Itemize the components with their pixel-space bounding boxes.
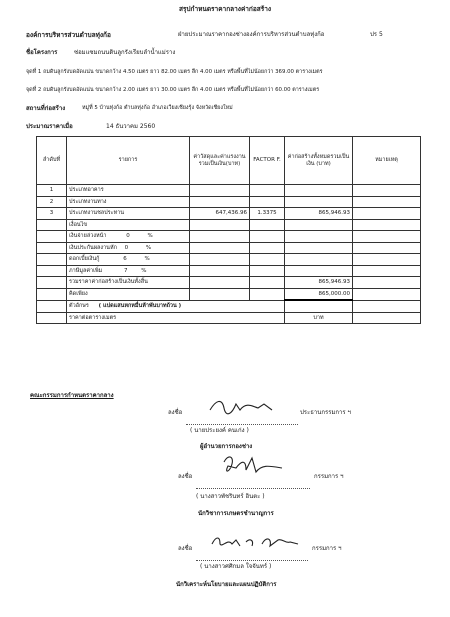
project-location: หมู่ที่ 5 บ้านทุ่งก้อ ตำบลทุ่งก้อ อำเภอเวียงเชียงรุ้ง จังหวัดเชียงใหม่ xyxy=(82,105,233,111)
table-row xyxy=(37,208,421,220)
cost-summary-table xyxy=(36,136,421,324)
letters-label: ตัวอักษร xyxy=(69,302,89,309)
condition-value: 0 xyxy=(126,233,130,240)
date-label: ประมาณราคาเมื่อ xyxy=(26,123,73,130)
condition-value: 7 xyxy=(123,267,128,274)
letters-value: ( แปดแสนหกหมื่นห้าพันบาทถ้วน ) xyxy=(98,302,182,309)
table-header-row xyxy=(37,137,421,185)
condition-value: 0 xyxy=(124,244,129,251)
member-name: ( นายประยงค์ คนเก่ง ) xyxy=(190,427,249,434)
row-no: 1 xyxy=(37,185,67,197)
summary-label: รวมราคาค่าก่อสร้างเป็นเงินทั้งสิ้น xyxy=(67,277,190,289)
org-label: องค์การบริหารส่วนตำบลทุ่งก้อ xyxy=(26,31,111,39)
member-role: กรรมการ ฯ xyxy=(314,473,344,480)
project-name: ซ่อมแซมถนนดินลูกรังเรียบลำน้ำแม่ราง xyxy=(74,49,176,56)
row-total: 865,946.93 xyxy=(285,208,353,220)
row-cost xyxy=(190,185,250,197)
summary-row xyxy=(37,277,421,289)
member-role: ประธานกรรมการ ฯ xyxy=(300,409,351,416)
condition-unit: % xyxy=(144,256,150,263)
row-cost: 647,436.96 xyxy=(190,208,250,220)
unit-price-unit: บาท xyxy=(285,312,353,324)
condition-unit: % xyxy=(147,233,153,240)
row-factor xyxy=(250,196,285,208)
row-no: 2 xyxy=(37,196,67,208)
condition-row xyxy=(37,265,421,277)
row-total xyxy=(285,196,353,208)
condition-label: ดอกเบี้ยเงินกู้ xyxy=(69,256,100,263)
sign-label: ลงชื่อ xyxy=(178,545,193,552)
row-factor xyxy=(250,185,285,197)
member-position: ผู้อำนวยการกองช่าง xyxy=(200,443,253,450)
header-factor: FACTOR F. xyxy=(250,137,285,185)
summary-value: 865,946.93 xyxy=(285,277,353,289)
member-name: ( นางสาวศศิกมล ใจจันทร์ ) xyxy=(200,563,272,570)
member-position: นักวิชาการเกษตรชำนาญการ xyxy=(198,510,274,517)
row-item: ประเภทงานทาง xyxy=(67,196,190,208)
sign-label: ลงชื่อ xyxy=(178,473,193,480)
sign-label: ลงชื่อ xyxy=(168,409,183,416)
location-label: สถานที่ก่อสร้าง xyxy=(26,105,66,112)
row-total xyxy=(285,185,353,197)
member-name: ( นางสาวพัชรินทร์ อินตะ ) xyxy=(196,493,265,500)
rounded-label: คิดเพียง xyxy=(67,288,190,300)
rounded-row xyxy=(37,288,421,300)
project-name-label: ชื่อโครงการ xyxy=(26,49,58,56)
unit-price-row xyxy=(37,312,421,324)
row-note xyxy=(353,185,421,197)
unit-price-label: ราคาต่อตารางเมตร xyxy=(69,314,117,321)
condition-label: ภาษีมูลค่าเพิ่ม xyxy=(69,267,103,274)
conditions-row xyxy=(37,219,421,231)
conditions-label: เงื่อนไข xyxy=(67,219,190,231)
condition-value: 6 xyxy=(123,256,127,263)
project-point-1: จุดที่ 1 ถมดินลูกรังบดอัดแน่น ขนาดกว้าง 4.50 เมตร ยาว 82.00 เมตร ลึก 4.00 เมตร หรือพื้นที่ไม่น้อยกว่า 369.00 ตารางเมตร xyxy=(26,69,323,75)
member-role: กรรมการ ฯ xyxy=(312,545,342,552)
condition-row xyxy=(37,254,421,266)
document-title: สรุปกำหนดราคากลางค่าก่อสร้าง xyxy=(178,5,272,13)
department-label: ฝ่ายประมาณราคากองช่างองค์การบริหารส่วนตำบลทุ่งก้อ xyxy=(178,31,325,38)
condition-unit: % xyxy=(145,244,152,251)
estimate-date: 14 ธันวาคม 2560 xyxy=(106,123,156,130)
committee-heading: คณะกรรมการกำหนดราคากลาง xyxy=(30,392,114,399)
row-item: ประเภทอาคาร xyxy=(67,185,190,197)
row-note xyxy=(353,208,421,220)
row-no: 3 xyxy=(37,208,67,220)
condition-label: เงินประกันผลงานหัก xyxy=(69,244,117,251)
row-cost xyxy=(190,196,250,208)
header-no: ลำดับที่ xyxy=(37,137,67,185)
row-item: ประเภทงานชลประทาน xyxy=(67,208,190,220)
page-number: ปร 5 xyxy=(370,31,383,38)
condition-row xyxy=(37,231,421,243)
header-cost: ค่าวัสดุและค่าแรงงานรวมเป็นเงิน(บาท) xyxy=(190,137,250,185)
letters-row xyxy=(37,300,421,312)
member-position: นักวิเคราะห์นโยบายและแผนปฏิบัติการ xyxy=(176,581,277,588)
row-factor: 1.3375 xyxy=(250,208,285,220)
table-row xyxy=(37,196,421,208)
row-note xyxy=(353,196,421,208)
project-point-2: จุดที่ 2 ถมดินลูกรังบดอัดแน่น ขนาดกว้าง 2.00 เมตร ยาว 30.00 เมตร ลึก 4.00 เมตร หรือพื้นที่ไม่น้อยกว่า 60.00 ตารางเมตร xyxy=(26,87,320,93)
table-row xyxy=(37,185,421,197)
header-note: หมายเหตุ xyxy=(353,137,421,185)
condition-row xyxy=(37,242,421,254)
condition-label: เงินจ่ายล่วงหน้า xyxy=(69,233,107,240)
header-total: ค่าก่อสร้างทั้งหมดรวมเป็นเงิน (บาท) xyxy=(285,137,353,185)
header-item: รายการ xyxy=(67,137,190,185)
rounded-value: 865,000.00 xyxy=(285,288,353,300)
condition-unit: % xyxy=(141,267,147,274)
